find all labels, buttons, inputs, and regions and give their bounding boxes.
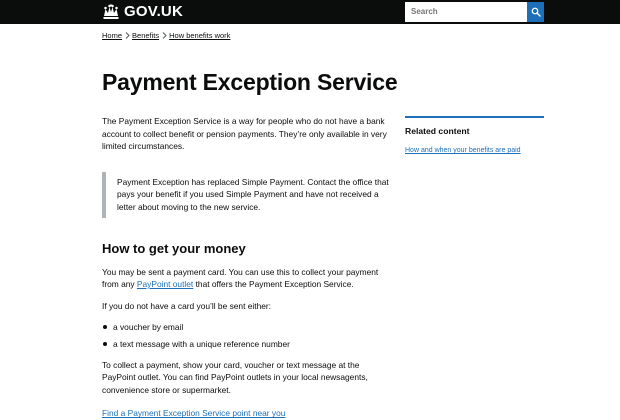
find-service-point-link[interactable]: Find a Payment Exception Service point near you	[102, 408, 286, 419]
no-card-paragraph: If you do not have a card you’ll be sent either:	[102, 300, 272, 311]
options-list	[102, 321, 392, 350]
paypoint-outlet-link[interactable]: PayPoint outlet	[136, 279, 194, 290]
list-item: a text message with a unique reference number	[102, 338, 392, 351]
chevron-right-icon	[122, 32, 132, 39]
payment-card-paragraph	[102, 266, 392, 291]
payment-card-text-end: that offers the Payment Exception Service.	[193, 279, 354, 290]
main-content	[102, 115, 392, 420]
search-icon	[531, 7, 541, 17]
related-link-benefits-paid[interactable]: How and when your benefits are paid	[405, 147, 521, 154]
crown-icon	[102, 4, 120, 20]
breadcrumb-home[interactable]: Home	[102, 31, 123, 40]
inset-text: Payment Exception has replaced Simple Payment. Contact the office that pays your benefit if you used Simple Payment and have not received a letter about moving to the new service.	[102, 172, 392, 218]
govuk-logo[interactable]	[102, 3, 183, 20]
section-heading: How to get your money	[102, 240, 246, 256]
list-item: a voucher by email	[102, 321, 392, 334]
search-button[interactable]	[527, 2, 544, 22]
related-heading: Related content	[405, 126, 470, 136]
chevron-right-icon	[159, 32, 169, 39]
collect-paragraph: To collect a payment, show your card, voucher or text message at the PayPoint outlet. You can find PayPoint outlets in your local newsagents, convenience store or supermarket.	[102, 359, 368, 395]
logo-text: GOV.UK	[124, 3, 183, 20]
payment-card-text: You may be sent a payment card. You can use this to collect your payment from any	[102, 266, 379, 290]
site-header	[0, 0, 620, 24]
breadcrumb-how-benefits-work[interactable]: How benefits work	[169, 31, 231, 40]
breadcrumb-benefits[interactable]: Benefits	[132, 31, 160, 40]
related-content	[405, 116, 544, 155]
page-title: Payment Exception Service	[102, 69, 398, 95]
breadcrumb	[102, 31, 230, 40]
search-input[interactable]	[405, 2, 527, 22]
search-form	[405, 2, 544, 22]
intro-paragraph: The Payment Exception Service is a way for people who do not have a bank account to collect benefit or pension payments. They’re only available in very limited circumstances.	[102, 116, 387, 152]
